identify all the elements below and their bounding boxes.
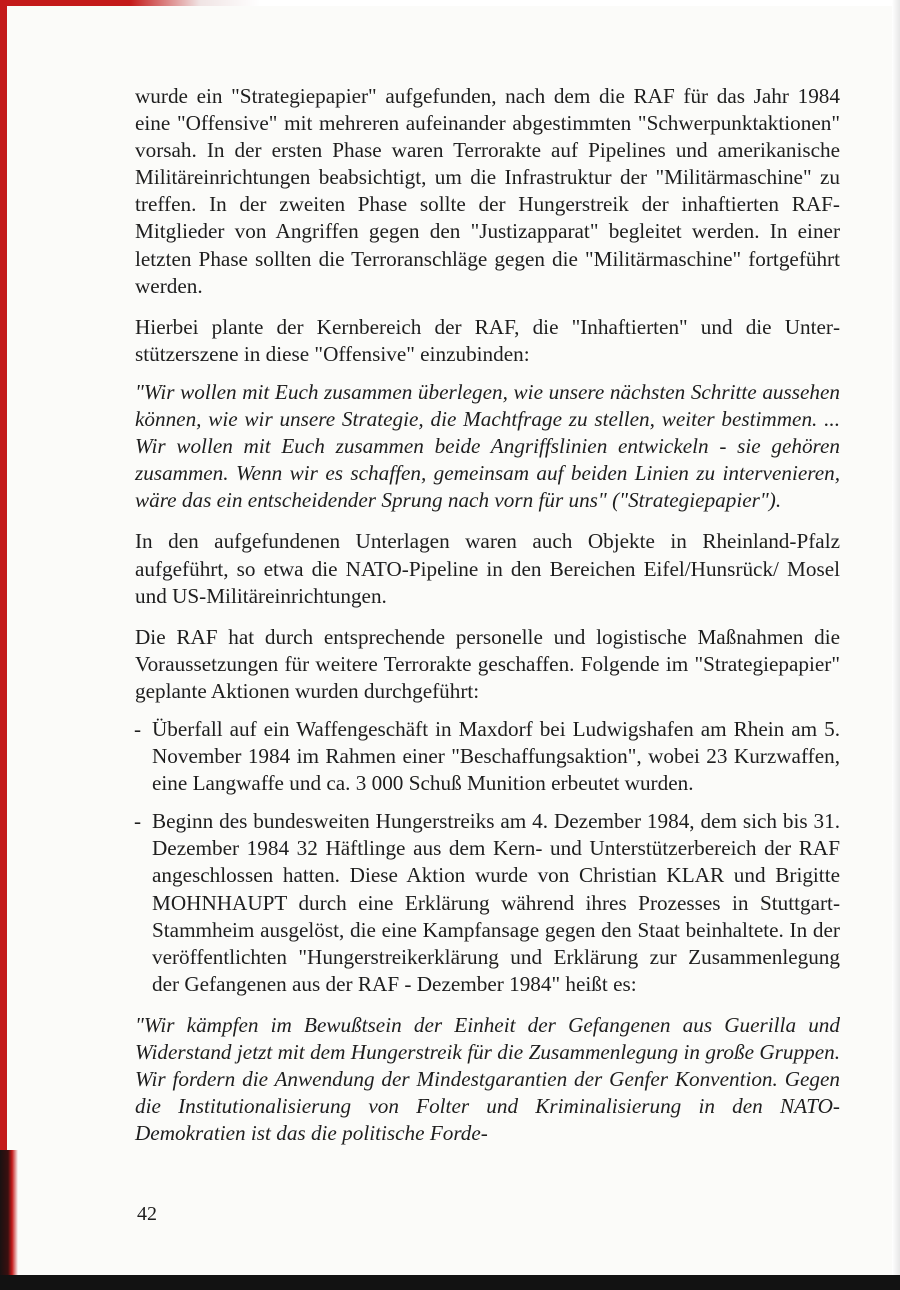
- red-page-edge-left: [0, 0, 7, 1275]
- paragraph-preparations: Die RAF hat durch entsprechende personelle und logistische Maßnahmen die Voraussetzungen für weitere Terrorakte geschaffen. Folgende im "Strategiepapier" geplante Aktionen wurden durchgeführt:: [135, 624, 840, 703]
- quote-strategy-paper: "Wir wollen mit Euch zusammen überlegen, wie unsere nächsten Schritte aussehen können, wie wir unsere Strategie, die Machtfrage zu stellen, weiter bestimmen. ... Wir wollen mit Euch zusammen beide Angriffslinien entwickeln - sie gehören zusammen. Wenn wir es schaffen, gemeinsam auf beiden Linien zu intervenieren, wäre das ein entscheidender Sprung nach vorn für uns" ("Strategiepapier").: [135, 379, 840, 513]
- page-edge-right: [892, 0, 900, 1275]
- list-item-text: Überfall auf ein Waffengeschäft in Maxdorf bei Ludwigshafen am Rhein am 5. November 1984 im Rahmen einer "Beschaffungsaktion", wobei 23 Kurzwaffen, eine Langwaffe und ca. 3 000 Schuß Munition erbeutet wurden.: [152, 716, 840, 796]
- page-number: 42: [137, 1203, 157, 1225]
- list-item: [135, 716, 840, 797]
- list-item-text: Beginn des bundesweiten Hungerstreiks am 4. Dezember 1984, dem sich bis 31. Dezember 1984 32 Häftlinge aus dem Kern- und Unterstützerbereich der RAF angeschlossen hatten. Diese Aktion wurde von Christian KLAR und Brigitte MOHNHAUPT durch eine Erklärung während ihres Prozesses in Stuttgart-Stammheim ausgelöst, die eine Kampfansage gegen den Staat beinhaltete. In der veröffentlichten "Hungerstreikerklärung und Erklärung zur Zusammenlegung der Gefangenen aus der RAF - Dezember 1984" heißt es:: [152, 809, 840, 996]
- body-text: [135, 83, 840, 1147]
- actions-list: [135, 716, 840, 998]
- paragraph-core-group: Hierbei plante der Kernbereich der RAF, die "Inhaftierten" und die Unterstützerszene in diese "Offensive" einzubinden:: [135, 314, 840, 366]
- paragraph-strategy-paper: wurde ein "Strategiepapier" aufgefunden, nach dem die RAF für das Jahr 1984 eine "Offensive" mit mehreren aufeinander abgestimmten "Schwerpunktaktionen" vorsah. In der ersten Phase waren Terrorakte auf Pipelines und amerikanische Militäreinrichtungen beabsichtigt, um die Infrastruktur der "Militärmaschine" zu treffen. In der zweiten Phase sollte der Hungerstreik der inhaftierten RAF-Mitglieder von Angriffen gegen den "Justizapparat" begleitet werden. In einer letzten Phase sollten die Terroranschläge gegen die "Militärmaschine" fortgeführt werden.: [135, 84, 840, 298]
- red-page-edge-top: [0, 0, 900, 6]
- paragraph-rhineland-objects: In den aufgefundenen Unterlagen waren auch Objekte in Rheinland-Pfalz aufgeführt, so etwa die NATO-Pipeline in den Bereichen Eifel/Hunsrück/ Mosel und US-Militäreinrichtungen.: [135, 529, 840, 608]
- list-dash: -: [134, 716, 142, 741]
- binding-shadow: [0, 1150, 18, 1275]
- scan-bottom-border: [0, 1275, 900, 1290]
- quote-hunger-strike: "Wir kämpfen im Bewußtsein der Einheit der Gefangenen aus Guerilla und Widerstand jetzt mit dem Hungerstreik für die Zusammenlegung in große Gruppen. Wir fordern die Anwendung der Mindestgarantien der Genfer Konvention. Gegen die Institutionalisierung von Folter und Kriminalisierung in den NATO-Demokratien ist das die politische Forde-: [135, 1012, 840, 1146]
- list-dash: -: [134, 809, 142, 834]
- list-item: [135, 808, 840, 998]
